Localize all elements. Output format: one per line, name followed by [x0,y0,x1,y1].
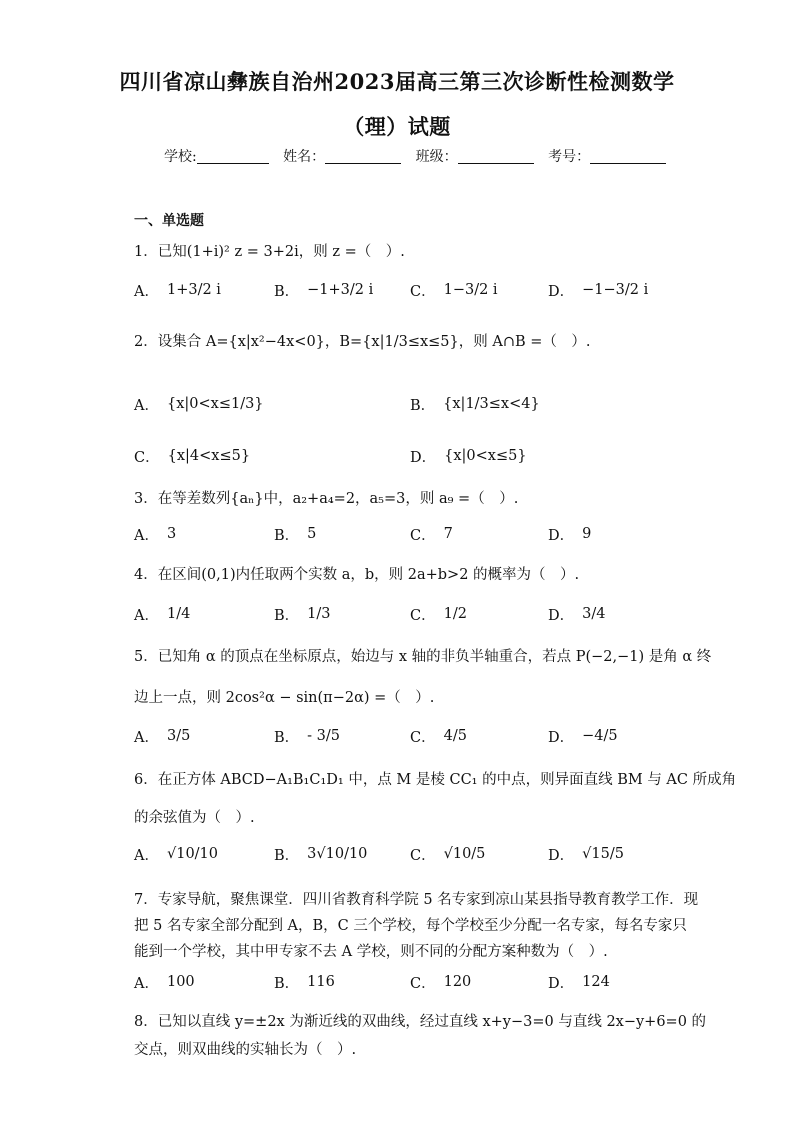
question-5-line2: 边上一点，则 2cos²α − sin(π−2α) =（ ）. [134,690,435,706]
question-8-line2: 交点，则双曲线的实轴长为（ ）. [134,1042,357,1058]
option-c[interactable]: C． {x|4<x≤5} [134,448,251,466]
option-a[interactable]: A． 100 [134,974,195,992]
class-blank[interactable] [458,148,534,164]
question-5-options [134,714,654,758]
option-a[interactable]: A． {x|0<x≤1/3} [134,396,264,414]
option-b[interactable]: B． 1/3 [274,606,331,624]
option-c[interactable]: C． 120 [410,974,472,992]
option-b[interactable]: B． {x|1/3≤x<4} [410,396,540,414]
option-c[interactable]: C． 1−3/2 i [410,282,498,300]
question-6-line1: 6．在正方体 ABCD−A₁B₁C₁D₁ 中，点 M 是棱 CC₁ 的中点，则异面直线 BM 与 AC 所成角 [134,772,737,788]
option-c[interactable]: C． 7 [410,526,453,544]
question-3-stem: 在等差数列{aₙ}中，a₂+a₄=2，a₅=3，则 a₉ =（ ）. [157,491,519,507]
question-5-line1: 5．已知角 α 的顶点在坐标原点，始边与 x 轴的非负半轴重合，若点 P(−2,−1) 是角 α 终 [134,649,712,665]
exam-number-blank[interactable] [590,148,666,164]
question-7-line2: 把 5 名专家全部分配到 A，B，C 三个学校，每个学校至少分配一名专家，每名专家只 [134,918,687,934]
option-b[interactable]: B． 3√10/10 [274,846,368,864]
question-1-stem: 已知(1+i)² z = 3+2i，则 z =（ ）. [157,244,405,260]
question-8-line1: 8．已知以直线 y=±2x 为渐近线的双曲线，经过直线 x+y−3=0 与直线 2x−y+6=0 的 [134,1014,707,1030]
exam-title-line2: （理）试题 [343,114,451,139]
option-d[interactable]: D． −4/5 [548,728,618,746]
option-d[interactable]: D． 124 [548,974,610,992]
question-4-stem: 在区间(0,1)内任取两个实数 a，b，则 2a+b>2 的概率为（ ）. [157,567,580,583]
name-blank[interactable] [325,148,401,164]
option-a[interactable]: A． √10/10 [134,846,219,864]
option-a[interactable]: A． 3 [134,526,177,544]
exam-title-line1: 四川省凉山彝族自治州2023届高三第三次诊断性检测数学 [119,69,675,94]
option-d[interactable]: D． 9 [548,526,592,544]
question-6-line2: 的余弦值为（ ）. [134,810,255,826]
option-a[interactable]: A． 1/4 [134,606,191,624]
option-d[interactable]: D． 3/4 [548,606,606,624]
question-2-options-row1 [134,382,654,426]
question-1: 1．已知(1+i)² z = 3+2i，则 z =（ ）. [134,244,405,260]
school-blank[interactable] [197,148,269,164]
option-c[interactable]: C． √10/5 [410,846,486,864]
question-2-stem: 设集合 A={x|x²−4x<0}，B={x|1/3≤x≤5}，则 A∩B =（ ）. [157,334,591,350]
question-6-options [134,832,654,876]
question-4: 4．在区间(0,1)内任取两个实数 a，b，则 2a+b>2 的概率为（ ）. [134,567,580,583]
option-b[interactable]: B． 5 [274,526,317,544]
option-c[interactable]: C． 4/5 [410,728,467,746]
option-d[interactable]: D． −1−3/2 i [548,282,649,300]
student-info-row [164,146,676,166]
school-label: 学校: [164,149,197,165]
section-title: 一、单选题 [134,213,204,229]
option-d[interactable]: D． √15/5 [548,846,624,864]
option-d[interactable]: D． {x|0<x≤5} [410,448,527,466]
class-label: 班级： [415,149,458,165]
question-7-line3: 能到一个学校，其中甲专家不去 A 学校，则不同的分配方案种数为（ ）. [134,944,608,960]
question-3-options [134,512,654,556]
question-4-options [134,592,654,636]
exam-number-label: 考号： [548,149,591,165]
question-1-options [134,268,654,312]
question-7-options [134,960,654,1004]
option-a[interactable]: A． 3/5 [134,728,191,746]
question-2: 2．设集合 A={x|x²−4x<0}，B={x|1/3≤x≤5}，则 A∩B =（ ）. [134,334,591,350]
option-c[interactable]: C． 1/2 [410,606,467,624]
option-b[interactable]: B． −1+3/2 i [274,282,374,300]
question-3: 3．在等差数列{aₙ}中，a₂+a₄=2，a₅=3，则 a₉ =（ ）. [134,491,519,507]
option-b[interactable]: B． 116 [274,974,335,992]
name-label: 姓名： [283,149,326,165]
option-b[interactable]: B． - 3/5 [274,728,341,746]
question-2-options-row2 [134,434,654,478]
question-7-line1: 7．专家导航，聚焦课堂．四川省教育科学院 5 名专家到凉山某县指导教育教学工作．现 [134,892,699,908]
option-a[interactable]: A． 1+3/2 i [134,282,221,300]
